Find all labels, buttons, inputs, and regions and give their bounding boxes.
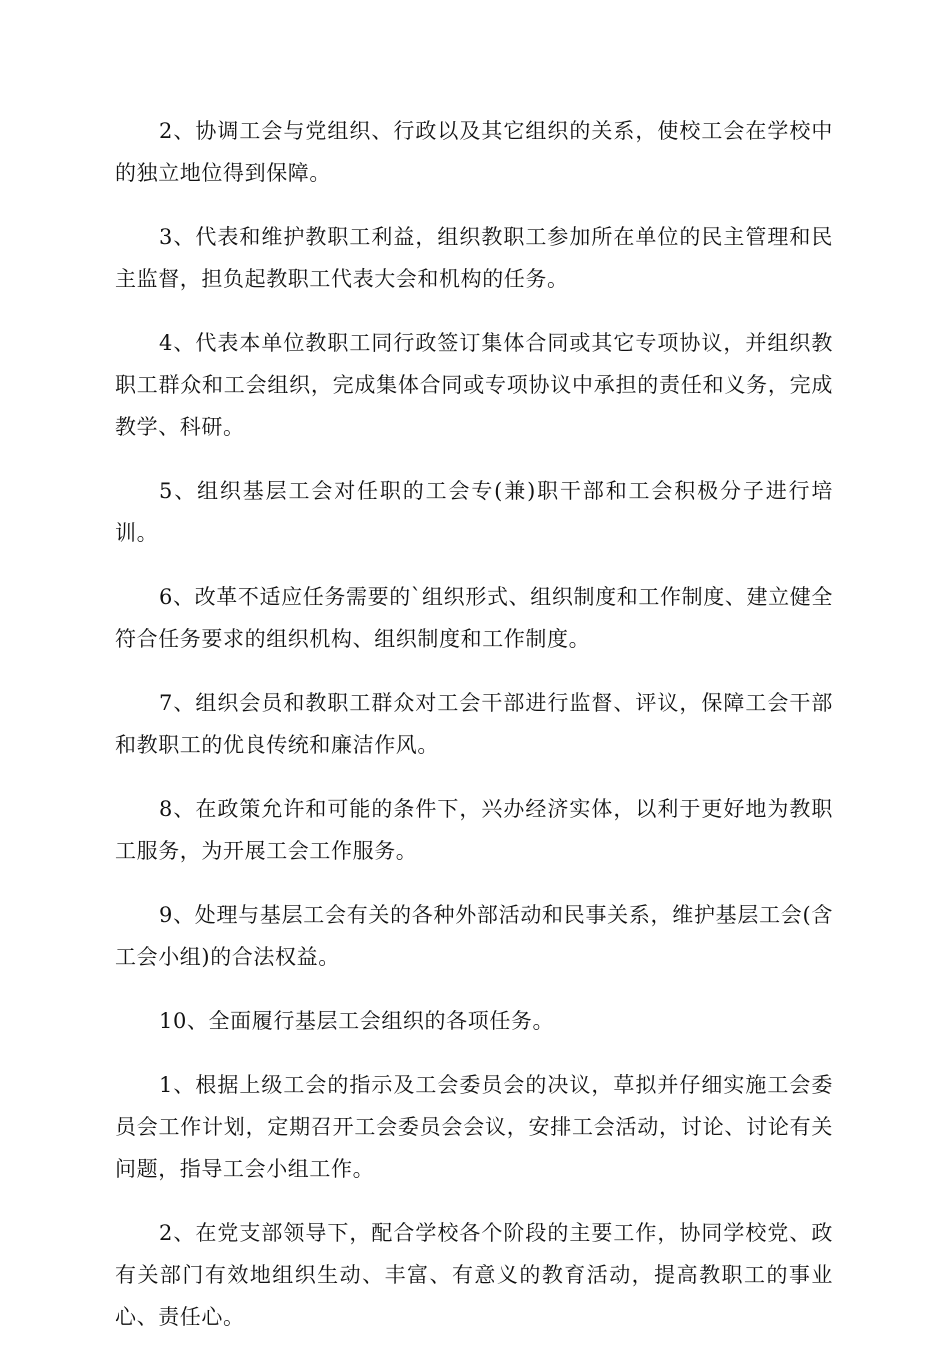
- paragraph: 6、改革不适应任务需要的`组织形式、组织制度和工作制度、建立健全符合任务要求的组织机构、组织制度和工作制度。: [115, 585, 833, 651]
- paragraph: 8、在政策允许和可能的条件下，兴办经济实体，以利于更好地为教职工服务，为开展工会工作服务。: [115, 797, 833, 863]
- paragraph: 7、组织会员和教职工群众对工会干部进行监督、评议，保障工会干部和教职工的优良传统和廉洁作风。: [115, 691, 833, 757]
- paragraph: 2、协调工会与党组织、行政以及其它组织的关系，使校工会在学校中的独立地位得到保障。: [115, 119, 833, 185]
- paragraph: 10、全面履行基层工会组织的各项任务。: [159, 1009, 555, 1033]
- paragraph: 5、组织基层工会对任职的工会专(兼)职干部和工会积极分子进行培训。: [115, 479, 833, 545]
- paragraph: 2、在党支部领导下，配合学校各个阶段的主要工作，协同学校党、政有关部门有效地组织生动、丰富、有意义的教育活动，提高教职工的事业心、责任心。: [115, 1221, 833, 1329]
- paragraph: 1、根据上级工会的指示及工会委员会的决议，草拟并仔细实施工会委员会工作计划，定期召开工会委员会会议，安排工会活动，讨论、讨论有关问题，指导工会小组工作。: [115, 1073, 833, 1181]
- document-body: [115, 110, 833, 1360]
- paragraph: 3、代表和维护教职工利益，组织教职工参加所在单位的民主管理和民主监督，担负起教职工代表大会和机构的任务。: [115, 225, 833, 291]
- paragraph: 9、处理与基层工会有关的各种外部活动和民事关系，维护基层工会(含工会小组)的合法权益。: [115, 903, 833, 969]
- paragraph: 4、代表本单位教职工同行政签订集体合同或其它专项协议，并组织教职工群众和工会组织，完成集体合同或专项协议中承担的责任和义务，完成教学、科研。: [115, 331, 833, 439]
